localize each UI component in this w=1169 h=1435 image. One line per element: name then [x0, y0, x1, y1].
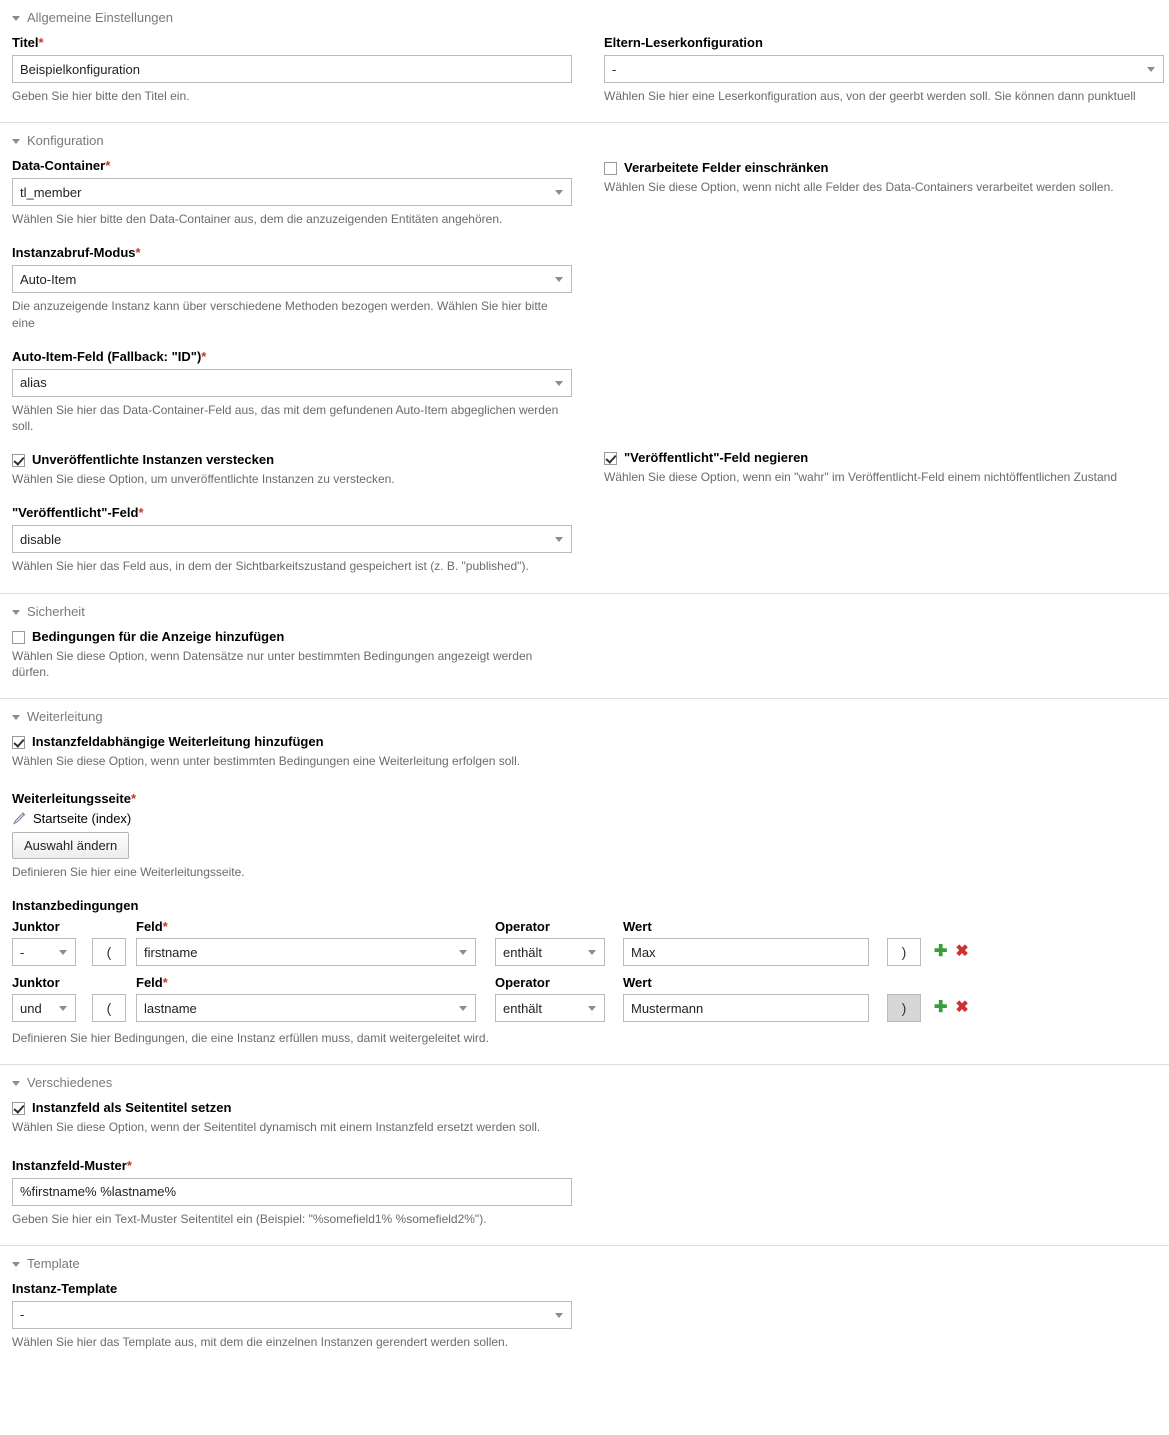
fieldset-config: [0, 122, 1169, 592]
limit-fields-label: Verarbeitete Felder einschränken: [624, 160, 829, 176]
field-set-page-title: [12, 1100, 572, 1135]
chevron-down-icon: [12, 16, 20, 21]
condition-open-paren-button[interactable]: (: [92, 994, 126, 1022]
limit-fields-help: Wählen Sie diese Option, wenn nicht alle Felder des Data-Containers verarbeitet werden sollen.: [604, 180, 1114, 195]
required-marker: *: [162, 919, 168, 935]
condition-field-select[interactable]: [136, 994, 476, 1022]
instance-template-value: -: [20, 1307, 25, 1323]
published-field-label: "Veröffentlicht"-Feld*: [12, 505, 144, 521]
instance-conditions-title: Instanzbedingungen: [12, 898, 139, 914]
field-limit-fields: [604, 160, 1164, 195]
mode-value: Auto-Item: [20, 271, 77, 287]
hide-unpublished-label: Unveröffentlichte Instanzen verstecken: [32, 452, 275, 468]
required-marker: *: [162, 975, 168, 991]
instance-pattern-input[interactable]: [12, 1178, 572, 1206]
field-title: [12, 35, 572, 104]
col-header-operator: Operator: [495, 919, 550, 935]
instance-template-label: Instanz-Template: [12, 1280, 118, 1296]
set-page-title-checkbox[interactable]: [12, 1102, 25, 1115]
published-field-value: disable: [20, 531, 62, 547]
negate-published-label: "Veröffentlicht"-Feld negieren: [624, 450, 809, 466]
field-published-field: [12, 505, 572, 574]
remove-condition-icon[interactable]: ✖: [955, 943, 969, 961]
chevron-down-icon: [12, 610, 20, 615]
condition-field-value: lastname: [144, 1000, 197, 1016]
condition-operator-value: enthält: [503, 944, 543, 960]
published-field-help: Wählen Sie hier das Feld aus, in dem der Sichtbarkeitszustand gespeichert ist (z. B. "published").: [12, 559, 529, 574]
set-page-title-label: Instanzfeld als Seitentitel setzen: [32, 1100, 232, 1116]
condition-junktor-select[interactable]: [12, 994, 76, 1022]
title-input[interactable]: [12, 55, 572, 83]
field-redirect-page: [12, 791, 1157, 880]
field-mode: [12, 245, 572, 330]
required-marker: *: [138, 505, 144, 521]
col-header-feld: Feld*: [136, 919, 168, 935]
condition-junktor-value: und: [20, 1000, 42, 1016]
field-add-redirect: [12, 734, 1157, 769]
legend-config-label: Konfiguration: [27, 133, 104, 149]
limit-fields-checkbox[interactable]: [604, 162, 617, 175]
autoitem-select[interactable]: [12, 369, 572, 397]
negate-published-help: Wählen Sie diese Option, wenn ein "wahr" im Veröffentlicht-Feld einem nichtöffentlichen Zustand: [604, 470, 1118, 485]
legend-security-label: Sicherheit: [27, 603, 85, 619]
set-page-title-row[interactable]: [12, 1100, 572, 1116]
parent-config-select[interactable]: [604, 55, 1164, 83]
redirect-page-label: Weiterleitungsseite*: [12, 791, 137, 807]
field-hide-unpublished: [12, 452, 572, 487]
legend-config[interactable]: [0, 123, 1169, 158]
required-marker: *: [38, 35, 44, 50]
hide-unpublished-checkbox[interactable]: [12, 454, 25, 467]
chevron-down-icon: [555, 1313, 563, 1318]
add-redirect-help: Wählen Sie diese Option, wenn unter bestimmten Bedingungen eine Weiterleitung erfolgen soll.: [12, 753, 521, 768]
chevron-down-icon: [555, 277, 563, 282]
instance-pattern-label: Instanzfeld-Muster*: [12, 1157, 132, 1173]
col-header-feld: Feld*: [136, 975, 168, 991]
field-display-conditions: [12, 629, 572, 680]
redirect-page-value: Startseite (index): [33, 811, 132, 827]
display-conditions-help: Wählen Sie diese Option, wenn Datensätze nur unter bestimmten Bedingungen angezeigt werden dürfen.: [12, 648, 533, 679]
change-selection-button[interactable]: Auswahl ändern: [12, 832, 129, 859]
fieldset-misc: [0, 1064, 1169, 1244]
instance-conditions: [12, 898, 1157, 1046]
datacontainer-value: tl_member: [20, 184, 82, 200]
add-condition-icon[interactable]: ✚: [934, 999, 948, 1017]
condition-value-input[interactable]: [623, 994, 869, 1022]
chevron-down-icon: [59, 950, 67, 955]
required-marker: *: [201, 348, 207, 364]
parent-config-value: -: [612, 61, 617, 77]
field-instance-template: [12, 1281, 572, 1350]
legend-redirect-label: Weiterleitung: [27, 708, 103, 724]
field-autoitem: [12, 349, 572, 434]
chevron-down-icon: [12, 715, 20, 720]
limit-fields-row[interactable]: [604, 160, 1164, 176]
fieldset-general: [0, 0, 1169, 122]
instance-template-select[interactable]: [12, 1301, 572, 1329]
condition-open-paren-button[interactable]: (: [92, 938, 126, 966]
field-parent-config: [604, 35, 1164, 104]
parent-config-label: Eltern-Leserkonfiguration: [604, 35, 763, 50]
required-marker: *: [105, 158, 111, 174]
datacontainer-label: Data-Container*: [12, 158, 111, 174]
field-negate-published: [604, 450, 1164, 485]
redirect-page-help: Definieren Sie hier eine Weiterleitungsseite.: [12, 865, 245, 880]
instance-template-help: Wählen Sie hier das Template aus, mit dem die einzelnen Instanzen gerendert werden sollen.: [12, 1334, 509, 1349]
required-marker: *: [126, 1157, 132, 1173]
negate-published-checkbox[interactable]: [604, 452, 617, 465]
title-help: Geben Sie hier bitte den Titel ein.: [12, 89, 190, 103]
add-redirect-label: Instanzfeldabhängige Weiterleitung hinzufügen: [32, 733, 324, 749]
field-datacontainer: [12, 158, 572, 227]
datacontainer-help: Wählen Sie hier bitte den Data-Container aus, dem die anzuzeigenden Entitäten angehören.: [12, 212, 503, 227]
col-header-junktor: Junktor: [12, 919, 60, 935]
condition-operator-value: enthält: [503, 1000, 543, 1016]
redirect-page-selection: [12, 811, 1157, 826]
condition-close-paren-button[interactable]: ): [887, 994, 921, 1022]
condition-row: [12, 994, 1157, 1022]
add-redirect-row[interactable]: [12, 734, 1157, 750]
legend-misc[interactable]: [0, 1065, 1169, 1100]
instance-conditions-help: Definieren Sie hier Bedingungen, die eine Instanz erfüllen muss, damit weitergeleitet wird.: [12, 1031, 489, 1046]
add-condition-icon[interactable]: ✚: [934, 943, 948, 961]
autoitem-label: Auto-Item-Feld (Fallback: "ID")*: [12, 348, 207, 364]
display-conditions-row[interactable]: [12, 629, 572, 645]
add-redirect-checkbox[interactable]: [12, 736, 25, 749]
chevron-down-icon: [59, 1006, 67, 1011]
autoitem-help: Wählen Sie hier das Data-Container-Feld aus, das mit dem gefundenen Auto-Item abgeglichen werden soll.: [12, 402, 559, 433]
negate-published-row[interactable]: [604, 450, 1164, 466]
display-conditions-checkbox[interactable]: [12, 631, 25, 644]
fieldset-security: [0, 593, 1169, 698]
condition-field-value: firstname: [144, 944, 198, 960]
chevron-down-icon: [1147, 67, 1155, 72]
legend-security[interactable]: [0, 594, 1169, 629]
display-conditions-label: Bedingungen für die Anzeige hinzufügen: [32, 628, 285, 644]
set-page-title-help: Wählen Sie diese Option, wenn der Seitentitel dynamisch mit einem Instanzfeld ersetzt werden soll.: [12, 1120, 541, 1135]
hide-unpublished-row[interactable]: [12, 452, 572, 468]
legend-template-label: Template: [27, 1255, 80, 1271]
mode-label: Instanzabruf-Modus*: [12, 245, 141, 261]
page-icon: [12, 811, 27, 826]
mode-help: Die anzuzeigende Instanz kann über verschiedene Methoden bezogen werden. Wählen Sie hier bitte eine: [12, 299, 548, 330]
condition-operator-select[interactable]: [495, 994, 605, 1022]
hide-unpublished-help: Wählen Sie diese Option, um unveröffentlichte Instanzen zu verstecken.: [12, 472, 395, 487]
chevron-down-icon: [12, 139, 20, 144]
legend-misc-label: Verschiedenes: [27, 1075, 113, 1091]
conditions-header: [12, 919, 1157, 934]
condition-close-paren-button[interactable]: ): [887, 938, 921, 966]
chevron-down-icon: [588, 1006, 596, 1011]
condition-junktor-value: -: [20, 944, 25, 960]
field-instance-pattern: [12, 1158, 572, 1227]
datacontainer-select[interactable]: [12, 178, 572, 206]
col-header-operator: Operator: [495, 975, 550, 991]
col-header-junktor: Junktor: [12, 975, 60, 991]
title-label: Titel*: [12, 35, 44, 50]
fieldset-redirect: [0, 698, 1169, 1065]
condition-value-input[interactable]: [623, 938, 869, 966]
instance-pattern-help: Geben Sie hier ein Text-Muster Seitentitel ein (Beispiel: "%somefield1% %somefield2%").: [12, 1211, 487, 1226]
condition-field-select[interactable]: [136, 938, 476, 966]
required-marker: *: [130, 791, 137, 807]
remove-condition-icon[interactable]: ✖: [955, 999, 969, 1017]
condition-operator-select[interactable]: [495, 938, 605, 966]
legend-general[interactable]: [0, 0, 1169, 35]
col-header-wert: Wert: [623, 919, 652, 935]
chevron-down-icon: [12, 1262, 20, 1267]
published-field-select[interactable]: [12, 525, 572, 553]
condition-row: [12, 938, 1157, 966]
parent-config-help: Wählen Sie hier eine Leserkonfiguration aus, von der geerbt werden soll. Sie können dann punktuell: [604, 89, 1136, 103]
col-header-wert: Wert: [623, 975, 652, 991]
autoitem-value: alias: [20, 375, 47, 391]
mode-select[interactable]: [12, 265, 572, 293]
chevron-down-icon: [459, 950, 467, 955]
chevron-down-icon: [555, 381, 563, 386]
chevron-down-icon: [555, 537, 563, 542]
condition-junktor-select[interactable]: [12, 938, 76, 966]
chevron-down-icon: [588, 950, 596, 955]
legend-general-label: Allgemeine Einstellungen: [27, 10, 173, 25]
chevron-down-icon: [555, 190, 563, 195]
required-marker: *: [135, 245, 141, 261]
chevron-down-icon: [12, 1081, 20, 1086]
fieldset-template: [0, 1245, 1169, 1368]
chevron-down-icon: [459, 1006, 467, 1011]
conditions-header: [12, 975, 1157, 990]
legend-template[interactable]: [0, 1246, 1169, 1281]
legend-redirect[interactable]: [0, 699, 1169, 734]
